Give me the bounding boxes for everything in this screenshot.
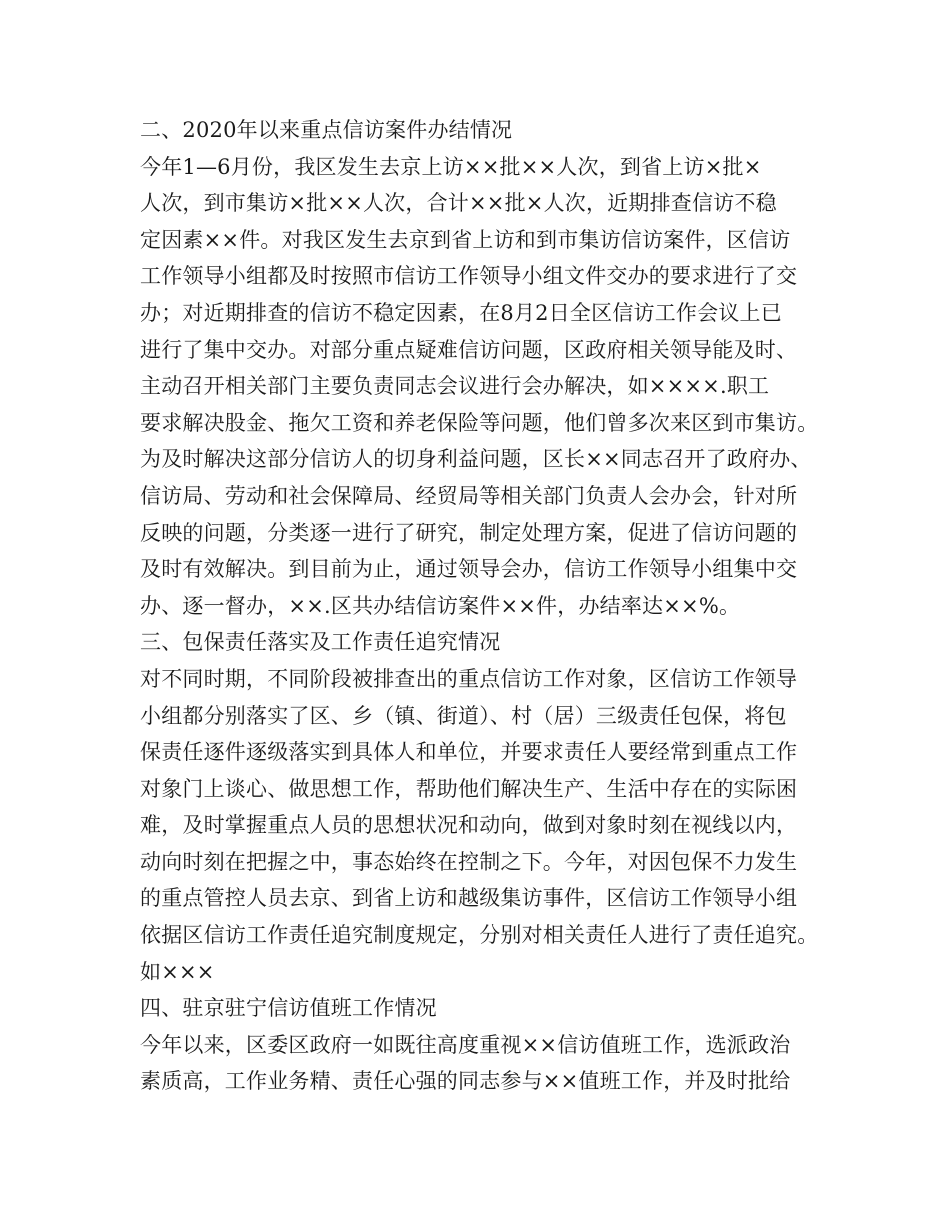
paragraph-line: 对象门上谈心、做思想工作，帮助他们解决生产、生活中存在的实际困 (140, 776, 798, 801)
paragraph-line: 今年1—6月份，我区发生去京上访××批××人次，到省上访×批× (140, 154, 762, 179)
paragraph-line: 小组都分别落实了区、乡（镇、街道）、村（居）三级责任包保，将包 (140, 703, 787, 728)
paragraph-line: 对不同时期，不同阶段被排查出的重点信访工作对象，区信访工作领导 (140, 666, 798, 691)
paragraph-line: 今年以来，区委区政府一如既往高度重视××信访值班工作，选派政治 (140, 1032, 791, 1057)
paragraph-line: 如××× (140, 959, 215, 984)
paragraph-line: 动向时刻在把握之中，事态始终在控制之下。今年，对因包保不力发生 (140, 849, 798, 874)
paragraph-line: 要求解决股金、拖欠工资和养老保险等问题，他们曾多次来区到市集访。 (140, 410, 819, 435)
paragraph-line: 主动召开相关部门主要负责同志会议进行会办解决，如××××.职工 (140, 374, 770, 399)
section-heading-4: 四、驻京驻宁信访值班工作情况 (140, 996, 437, 1021)
section-heading-2: 二、2020年以来重点信访案件办结情况 (140, 118, 513, 142)
paragraph-line: 保责任逐件逐级落实到具体人和单位，并要求责任人要经常到重点工作 (140, 740, 798, 765)
paragraph-line: 反映的问题，分类逐一进行了研究，制定处理方案，促进了信访问题的 (140, 520, 798, 545)
paragraph-line: 办；对近期排查的信访不稳定因素，在8月2日全区信访工作会议上已 (140, 300, 782, 325)
paragraph-line: 人次，到市集访×批××人次，合计××批×人次，近期排查信访不稳 (140, 191, 777, 216)
paragraph-line: 的重点管控人员去京、到省上访和越级集访事件，区信访工作领导小组 (140, 886, 798, 911)
document-body (140, 112, 830, 1100)
paragraph-line: 信访局、劳动和社会保障局、经贸局等相关部门负责人会办会，针对所 (140, 483, 798, 508)
paragraph-line: 为及时解决这部分信访人的切身利益问题，区长××同志召开了政府办、 (140, 447, 812, 472)
paragraph-line: 定因素××件。对我区发生去京到省上访和到市集访信访案件，区信访 (140, 227, 791, 252)
section-heading-3: 三、包保责任落实及工作责任追究情况 (140, 630, 501, 655)
paragraph-line: 素质高，工作业务精、责任心强的同志参与××值班工作，并及时批给 (140, 1069, 791, 1094)
paragraph-line: 进行了集中交办。对部分重点疑难信访问题，区政府相关领导能及时、 (140, 337, 798, 362)
paragraph-line: 难，及时掌握重点人员的思想状况和动向，做到对象时刻在视线以内， (140, 813, 798, 838)
paragraph-line: 办、逐一督办，××.区共办结信访案件××件，办结率达××%。 (140, 593, 741, 618)
paragraph-line: 工作领导小组都及时按照市信访工作领导小组文件交办的要求进行了交 (140, 264, 798, 289)
paragraph-line: 及时有效解决。到目前为止，通过领导会办，信访工作领导小组集中交 (140, 557, 798, 582)
paragraph-line: 依据区信访工作责任追究制度规定，分别对相关责任人进行了责任追究。 (140, 923, 819, 948)
